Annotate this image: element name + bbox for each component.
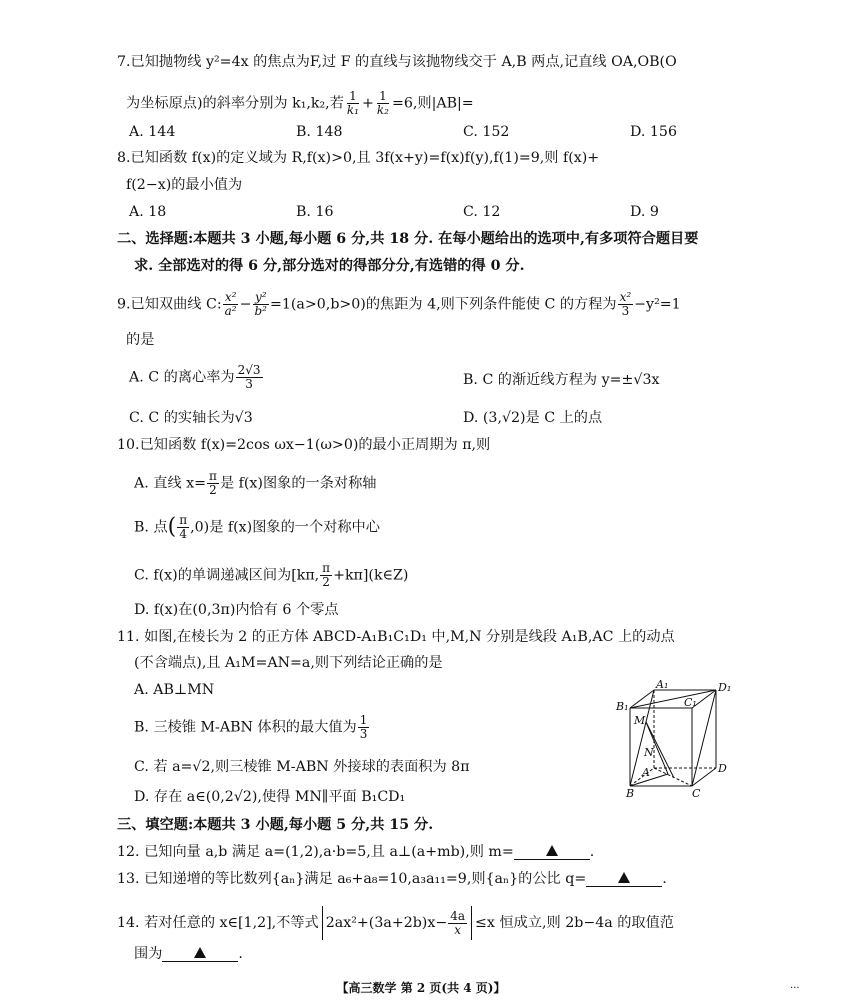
label-a1: A₁ — [656, 680, 669, 691]
q10-option-c: C. f(x)的单调递减区间为[kπ, $\frac{\pi}{2}$ +kπ](k∈Z) — [134, 561, 409, 589]
q9-option-d: D. (3,√2)是 C 上的点 — [463, 410, 603, 426]
triangle-icon — [618, 872, 630, 883]
q14-line2: 围为 . — [134, 946, 243, 962]
q8-line1: 8.已知函数 f(x)的定义域为 R,f(x)>0,且 3f(x+y)=f(x)f(y),f(1)=9,则 f(x)+ — [117, 150, 600, 166]
q12-line: 12. 已知向量 a,b 满足 a=(1,2),a·b=5,且 a⊥(a+mb),则 m= . — [117, 844, 595, 860]
q9-line2: 的是 — [126, 332, 155, 348]
q13-line: 13. 已知递增的等比数列{aₙ}满足 a₆+a₈=10,a₃a₁₁=9,则{aₙ}的公比 q= . — [117, 871, 667, 887]
page-corner-mark: ... — [790, 980, 800, 991]
q7-line1: 7.已知抛物线 y²=4x 的焦点为F,过 F 的直线与该抛物线交于 A,B 两点,记直线 OA,OB(O — [117, 54, 677, 70]
q9-option-c: C. C 的实轴长为√3 — [129, 410, 253, 426]
q14-answer-blank[interactable] — [162, 944, 238, 962]
q7-option-d: D. 156 — [630, 124, 677, 140]
label-c1: C₁ — [684, 696, 697, 709]
q8-option-b: B. 16 — [296, 204, 334, 220]
q8-line2: f(2−x)的最小值为 — [126, 177, 243, 193]
q11-line2: (不含端点),且 A₁M=AN=a,则下列结论正确的是 — [134, 655, 443, 671]
label-b: B — [626, 787, 635, 800]
label-d1: D₁ — [718, 681, 732, 694]
label-m: M — [634, 714, 646, 727]
q10-option-b: B. 点( $\frac{\pi}{4}$ ,0)是 f(x)图象的一个对称中心 — [134, 513, 380, 541]
q13-answer-blank[interactable] — [586, 869, 662, 887]
section2-heading-line1: 二、选择题:本题共 3 小题,每小题 6 分,共 18 分. 在每小题给出的选项中,有多项符合题目要 — [117, 231, 699, 247]
q14-line1: 14. 若对任意的 x∈[1,2],不等式 2ax²+(3a+2b)x− $\frac{4a}{x}$ ≤x 恒成立,则 2b−4a 的取值范 — [117, 906, 674, 940]
triangle-icon — [194, 947, 206, 958]
label-a: A — [642, 766, 650, 779]
label-d: D — [718, 762, 727, 775]
q10-option-d: D. f(x)在(0,3π)内恰有 6 个零点 — [134, 602, 339, 618]
q11-line1: 11. 如图,在棱长为 2 的正方体 ABCD-A₁B₁C₁D₁ 中,M,N 分别是线段 A₁B,AC 上的动点 — [117, 629, 675, 645]
q7-option-b: B. 148 — [296, 124, 343, 140]
q7-line2-text: 为坐标原点)的斜率分别为 k₁,k₂,若 — [126, 95, 344, 112]
q7-option-c: C. 152 — [463, 124, 510, 140]
label-c: C — [692, 787, 701, 800]
q11-option-d: D. 存在 a∈(0,2√2),使得 MN∥平面 B₁CD₁ — [134, 789, 406, 805]
q11-option-b: B. 三棱锥 M-ABN 体积的最大值为 $\frac{1}{3}$ — [134, 713, 368, 741]
section2-heading-line2: 求. 全部选对的得 6 分,部分选对的得部分分,有选错的得 0 分. — [134, 258, 525, 274]
cube-diagram — [612, 680, 742, 800]
q7-line2-end: =6,则|AB|= — [391, 95, 474, 112]
section3-heading: 三、填空题:本题共 3 小题,每小题 5 分,共 15 分. — [117, 817, 434, 833]
q10-line1: 10.已知函数 f(x)=2cos ωx−1(ω>0)的最小正周期为 π,则 — [117, 437, 491, 453]
label-b1: B₁ — [616, 700, 629, 713]
q9-option-b: B. C 的渐近线方程为 y=±√3x — [463, 372, 660, 388]
q14-absolute-value: 2ax²+(3a+2b)x− $\frac{4a}{x}$ — [322, 906, 472, 940]
q7-frac2: $\frac{1}{\text{k₂}}$ — [376, 89, 389, 117]
q8-option-d: D. 9 — [630, 204, 659, 220]
page-footer: 【高三数学 第 2 页(共 4 页)】 — [336, 981, 506, 995]
q7-frac1: $\frac{1}{\text{k₁}}$ — [346, 89, 359, 117]
q10-option-a: A. 直线 x= $\frac{\pi}{2}$ 是 f(x)图象的一条对称轴 — [134, 469, 377, 497]
q8-option-c: C. 12 — [463, 204, 501, 220]
label-n: N — [644, 746, 654, 759]
q7-option-a: A. 144 — [129, 124, 176, 140]
triangle-icon — [546, 845, 558, 856]
cube-figure — [612, 680, 742, 800]
q9-option-a: A. C 的离心率为 $\frac{2√3}{3}$ — [129, 363, 261, 391]
q11-option-a: A. AB⊥MN — [134, 682, 215, 698]
q8-option-a: A. 18 — [129, 204, 167, 220]
q11-option-c: C. 若 a=√2,则三棱锥 M-ABN 外接球的表面积为 8π — [134, 759, 470, 775]
q12-answer-blank[interactable] — [514, 842, 590, 860]
q9-line1: 9.已知双曲线 C: $\frac{\text{x²}}{\text{a²}}$ − $\frac{\text{y²}}{\text{b²}}$ =1(a>0,b>0)的焦距为 4,则下列条件能使 C 的方程为 $\frac{\text{x²}}{3}$ −y²=1 — [117, 290, 681, 318]
q7-line2: 为坐标原点)的斜率分别为 k₁,k₂,若 $\frac{1}{\text{k₁}}$ + $\frac{1}{\text{k₂}}$ =6,则|AB|= — [126, 89, 474, 117]
